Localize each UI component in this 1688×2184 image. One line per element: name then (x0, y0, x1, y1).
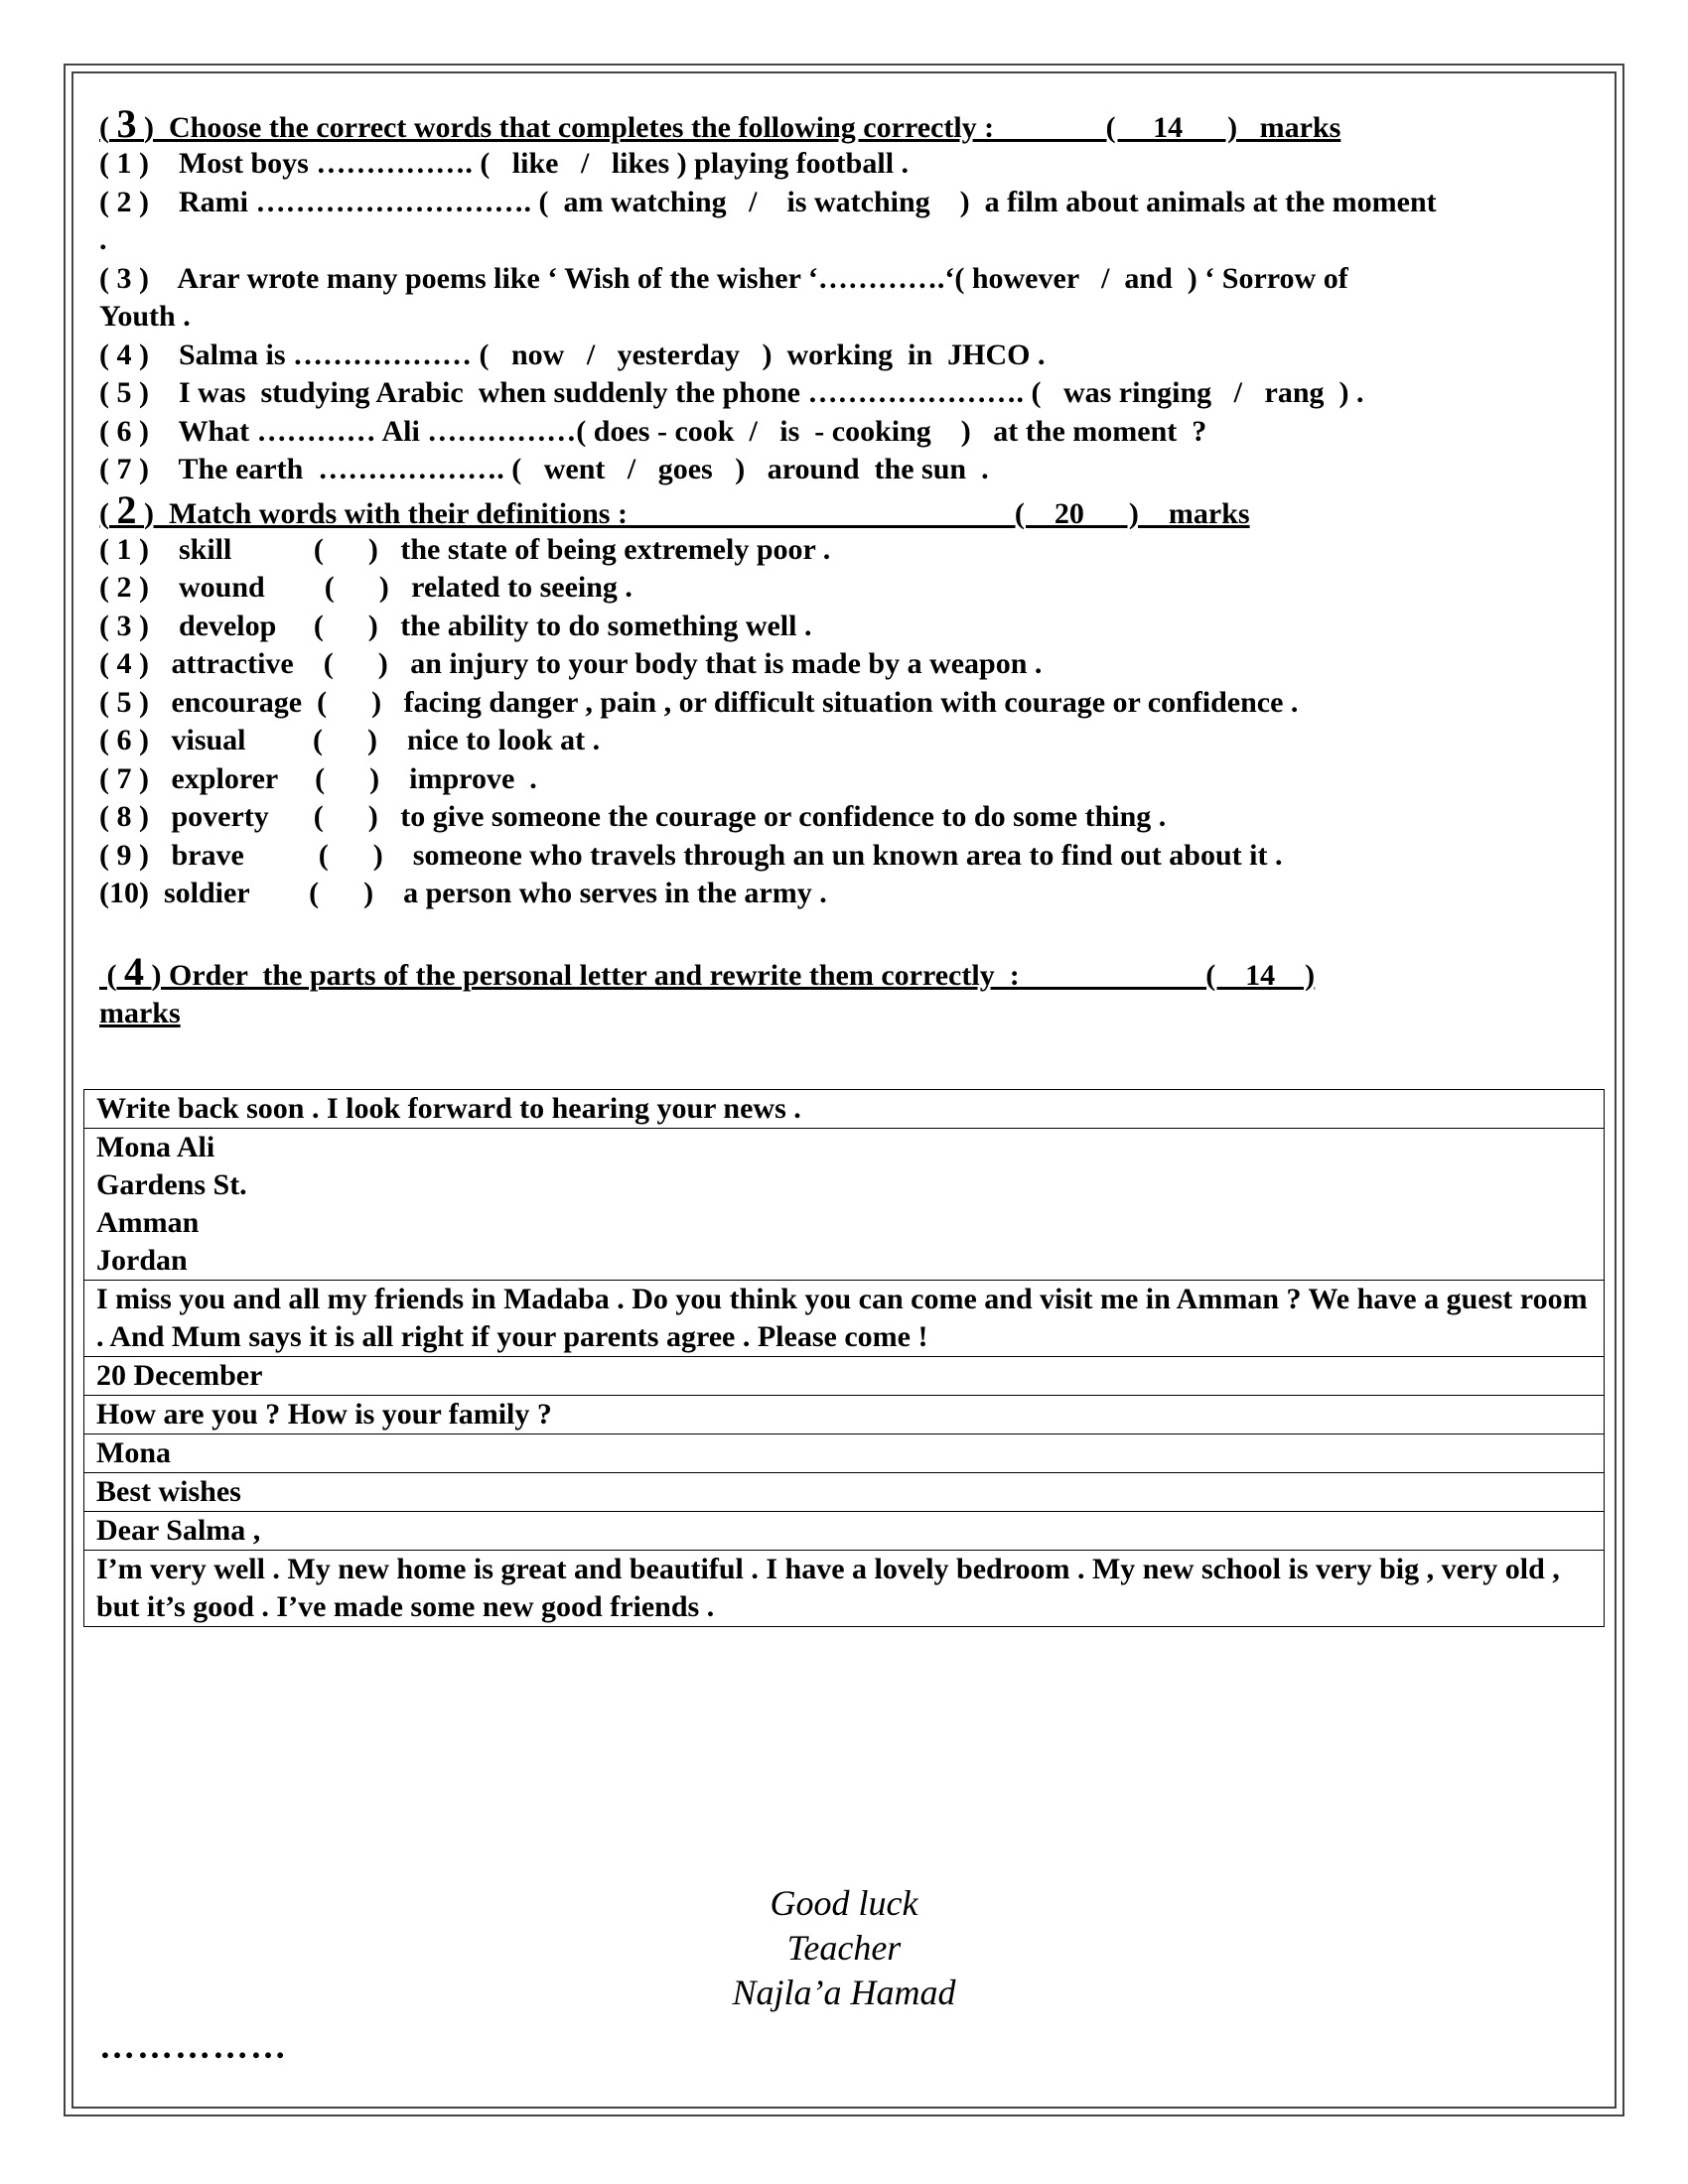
closing-teacher-name: Najla’a Hamad (732, 1973, 956, 2012)
table-row (84, 1434, 1605, 1473)
letter-part: Mona Ali Gardens St. Amman Jordan (84, 1129, 1605, 1281)
s2-item: ( 8 ) poverty ( ) to give someone the courage or confidence to do some thing . (99, 800, 1167, 833)
letter-part: Best wishes (84, 1473, 1605, 1512)
table-row (84, 1473, 1605, 1512)
s3-item: ( 2 ) Rami ………………………. ( am watching / is watching ) a film about animals at the moment (99, 185, 1437, 218)
table-row (84, 1129, 1605, 1281)
s2-item: ( 5 ) encourage ( ) facing danger , pain , or difficult situation with courage or confidence . (99, 685, 1299, 719)
section-2-heading: ( 2 ) Match words with their definitions : ( 20 ) marks (99, 486, 1250, 532)
exam-content (99, 103, 1609, 1034)
s2-item: (10) soldier ( ) a person who serves in the army . (99, 877, 827, 909)
closing-good-luck: Good luck (770, 1883, 918, 1923)
table-row (84, 1090, 1605, 1129)
s3-item: ( 6 ) What ………… Ali ……………( does - cook / is - cooking ) at the moment ? (99, 414, 1207, 448)
table-row (84, 1512, 1605, 1551)
s3-item: ( 7 ) The earth ………………. ( went / goes ) around the sun . (99, 453, 989, 485)
table-row (84, 1396, 1605, 1434)
table-row (84, 1551, 1605, 1627)
s2-item: ( 2 ) wound ( ) related to seeing . (99, 571, 633, 604)
s3-item: . (99, 223, 107, 256)
s2-item: ( 7 ) explorer ( ) improve . (99, 761, 537, 795)
s3-item: ( 3 ) Arar wrote many poems like ‘ Wish of the wisher ‘………….‘( however / and ) ‘ Sorrow of (99, 261, 1348, 295)
letter-part: Write back soon . I look forward to hearing your news . (84, 1090, 1605, 1129)
section-4-number: 4 (124, 948, 144, 994)
letter-part: 20 December (84, 1357, 1605, 1396)
table-row (84, 1357, 1605, 1396)
section-4-heading: ( 4 ) Order the parts of the personal letter and rewrite them correctly : ( 14 ) (99, 948, 1316, 994)
s3-item: ( 4 ) Salma is ……………… ( now / yesterday ) working in JHCO . (99, 338, 1046, 371)
section-3-number: 3 (116, 101, 137, 146)
letter-part: Dear Salma , (84, 1512, 1605, 1551)
section-3-heading: ( 3 ) Choose the correct words that completes the following correctly : ( 14 ) marks (99, 101, 1341, 146)
s2-item: ( 6 ) visual ( ) nice to look at . (99, 724, 601, 756)
s2-item: ( 4 ) attractive ( ) an injury to your body that is made by a weapon . (99, 647, 1043, 680)
letter-part: How are you ? How is your family ? (84, 1396, 1605, 1434)
closing-teacher: Teacher (786, 1928, 902, 1968)
s2-item: ( 9 ) brave ( ) someone who travels through an un known area to find out about it . (99, 838, 1283, 872)
s3-item: Youth . (99, 300, 191, 333)
s3-item: ( 1 ) Most boys ……………. ( like / likes ) playing football . (99, 147, 910, 180)
table-row (84, 1281, 1605, 1357)
letter-part: Mona (84, 1434, 1605, 1473)
letter-part: I miss you and all my friends in Madaba . Do you think you can come and visit me in Amman ? We have a guest room . And Mum says it is all right if your parents agree . Please come ! (84, 1281, 1605, 1357)
letter-part: I’m very well . My new home is great and beautiful . I have a lovely bedroom . My new school is very big , very old , but it’s good . I’ve made some new good friends . (84, 1551, 1605, 1627)
s2-item: ( 3 ) develop ( ) the ability to do something well . (99, 609, 812, 642)
closing-signature (596, 1881, 1092, 2015)
s2-item: ( 1 ) skill ( ) the state of being extremely poor . (99, 532, 831, 566)
s3-item: ( 5 ) I was studying Arabic when suddenly the phone …………………. ( was ringing / rang ) . (99, 376, 1364, 409)
section-4-heading-cont: marks (99, 996, 181, 1029)
footer-dots: …………… (99, 2026, 288, 2066)
section-2-number: 2 (116, 486, 137, 532)
letter-parts-table (83, 1089, 1605, 1627)
